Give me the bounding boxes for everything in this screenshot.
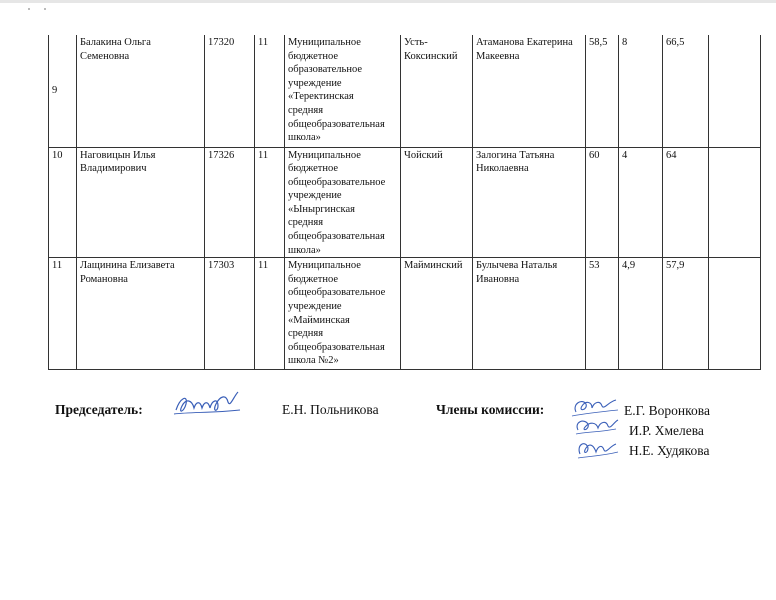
row-number: 10 xyxy=(49,147,77,258)
chair-label: Председатель: xyxy=(55,402,143,417)
district: Усть- Коксинский xyxy=(401,35,473,147)
members-signatures-image xyxy=(568,396,626,464)
teacher: Залогина Татьяна Николаевна xyxy=(473,147,586,258)
grade: 11 xyxy=(255,35,285,147)
teacher: Булычева Наталья Ивановна xyxy=(473,258,586,370)
total-score: 66,5 xyxy=(663,35,709,147)
teacher: Атаманова Екатерина Макеевна xyxy=(473,35,586,147)
district: Чойский xyxy=(401,147,473,258)
chair-name: Е.Н. Польникова xyxy=(282,402,379,417)
participant-code: 17320 xyxy=(205,35,255,147)
participant-code: 17303 xyxy=(205,258,255,370)
score-2: 4 xyxy=(619,147,663,258)
score-1: 58,5 xyxy=(586,35,619,147)
total-score: 57,9 xyxy=(663,258,709,370)
chair-signature-image xyxy=(172,388,244,422)
score-2: 8 xyxy=(619,35,663,147)
row-number: 11 xyxy=(49,258,77,370)
member-name: И.Р. Хмелева xyxy=(629,423,704,438)
grade: 11 xyxy=(255,147,285,258)
total-score: 64 xyxy=(663,147,709,258)
participant-name: Балакина Ольга Семеновна xyxy=(77,35,205,147)
score-1: 60 xyxy=(586,147,619,258)
participant-name: Наговицын Илья Владимирович xyxy=(77,147,205,258)
member-name: Н.Е. Худякова xyxy=(629,443,710,458)
grade: 11 xyxy=(255,258,285,370)
row-number: 9 xyxy=(49,35,77,147)
school: Муниципальное бюджетное образовательное учреждение «Теректинская средняя общеобразовательная школа» xyxy=(285,35,401,147)
score-1: 53 xyxy=(586,258,619,370)
school: Муниципальное бюджетное общеобразовательное учреждение «Майминская средняя общеобразовательная школа №2» xyxy=(285,258,401,370)
score-2: 4,9 xyxy=(619,258,663,370)
participant-code: 17326 xyxy=(205,147,255,258)
participant-name: Лащинина Елизавета Романовна xyxy=(77,258,205,370)
school: Муниципальное бюджетное общеобразовательное учреждение «Ыныргинская средняя общеобразовательная школа» xyxy=(285,147,401,258)
members-label: Члены комиссии: xyxy=(436,402,545,417)
district: Майминский xyxy=(401,258,473,370)
member-name: Е.Г. Воронкова xyxy=(624,403,710,418)
